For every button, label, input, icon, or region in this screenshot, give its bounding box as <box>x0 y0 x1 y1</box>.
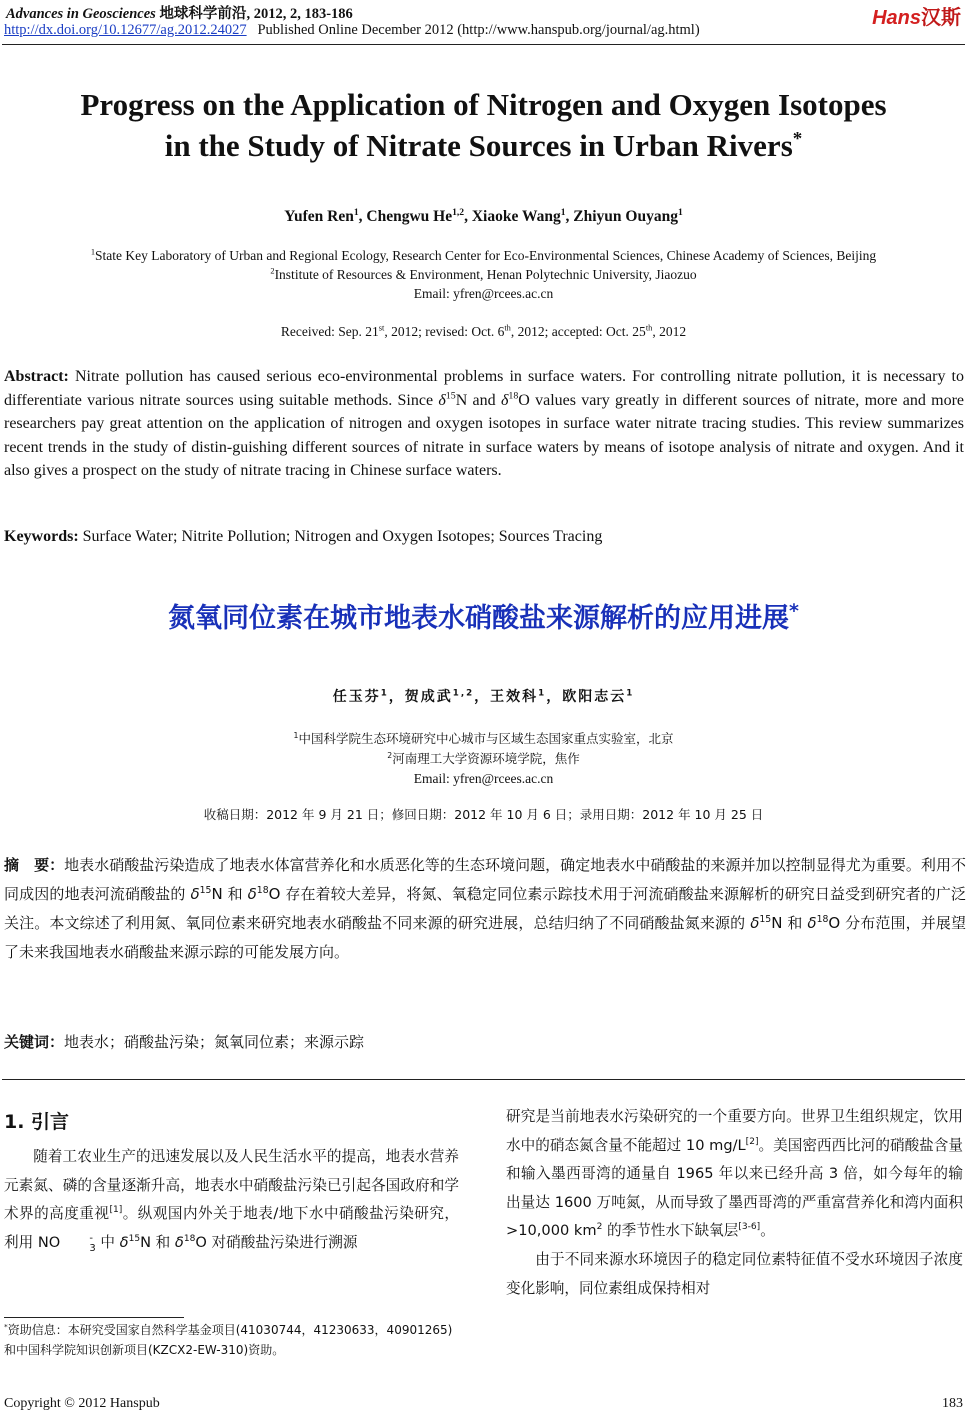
body-column-right <box>506 1103 963 1303</box>
doi-line <box>4 22 700 39</box>
isotope-mass: 18 <box>183 1233 196 1244</box>
isotope-mass: 15 <box>445 390 456 402</box>
title-cn-text: 氮氧同位素在城市地表水硝酸盐来源解析的应用进展 <box>168 603 790 634</box>
isotope-mass: 15 <box>199 885 212 896</box>
keywords-label: 关键词： <box>4 1033 65 1051</box>
author-aff: 1 <box>353 206 359 218</box>
abstract-text: Nitrate pollution has caused serious eco-environmental problems in surface waters. For controlling nitrate pollution, it is necessary to differentiate various nitrate sources using suitable methods. Since <box>4 368 964 409</box>
keywords-label: Keywords: <box>4 528 79 545</box>
charge-sup: - <box>89 1232 94 1244</box>
affiliation-2: Institute of Resources & Environment, Henan Polytechnic University, Jiaozuo <box>274 267 697 282</box>
accepted-date: , 2012; accepted: Oct. 25 <box>510 324 646 339</box>
abstract-text: O values vary greatly in different sources of nitrate, more and more researchers pay great attention on the application of nitrogen and oxygen isotopes in surface water nitrate tracing studies. This review summarizes recent trends in the study of distin-guishing different sources of nitrate in surface waters by means of isotope analysis of nitrate and oxygen. And it also gives a prospect on the study of nitrate tracing in Chinese surface waters. <box>4 391 965 479</box>
body-text: N 和 <box>140 1233 175 1251</box>
delta-symbol: δ <box>174 1233 184 1251</box>
author-aff: 1 <box>677 206 683 218</box>
footnote-mark: * <box>4 1322 8 1331</box>
author-name: Yufen Ren <box>284 208 354 225</box>
abstract-text: N 和 <box>771 914 808 932</box>
footnote <box>4 1320 462 1360</box>
delta-symbol: δ <box>807 914 817 932</box>
abstract-text: 地表水硝酸盐污染造成了地表水体富营养化和水质恶化等的生态环境问题，确定地表水中硝酸盐的来源并加以控制显得尤为重要。利用不同成因的地表河流硝酸盐的 <box>4 856 966 903</box>
isotope-mass: 18 <box>816 914 829 925</box>
affiliation-2: 河南理工大学资源环境学院，焦作 <box>392 751 580 766</box>
author-aff: 1,2 <box>452 688 475 699</box>
aff-number: 1 <box>293 730 299 740</box>
doi-link[interactable]: http://dx.doi.org/10.12677/ag.2012.24027 <box>4 22 247 38</box>
abstract-en <box>4 365 964 483</box>
affiliations-cn <box>0 729 967 789</box>
citation[interactable]: [3-6] <box>738 1222 761 1233</box>
affiliation-1: 中国科学院生态环境研究中心城市与区域生态国家重点实验室，北京 <box>298 731 674 746</box>
title-footnote-mark: * <box>789 600 799 622</box>
author-list-en: Yufen Ren$^1$, Chengwu He$^{1,2}$, Xiaoke Wang$^1$, Zhiyun Ouyang$^1$ <box>284 206 683 225</box>
abstract-text: O 存在着较大差异，将氮、氧稳定同位素示踪技术用于河流硝酸盐来源解析的研究日益受到研究者的广泛关注。本文综述了利用氮、氧同位素来研究地表水硝酸盐不同来源的研究进展，总结归纳了不同硝酸盐氮来源的 <box>4 885 966 932</box>
keywords-text: Surface Water; Nitrite Pollution; Nitrogen and Oxygen Isotopes; Sources Tracing <box>78 528 603 545</box>
section-rule <box>2 1079 965 1080</box>
isotope-mass: 18 <box>256 885 269 896</box>
body-text: 。美国密西西比河的硝酸盐含量和输入墨西哥湾的通量自 1965 年以来已经升高 3 倍，如今每年的输出量达 1600 万吨氮，从而导致了墨西哥湾的严重富营养化和湾内面积>10,000 km <box>506 1136 963 1240</box>
email-cn: Email: yfren@rcees.ac.cn <box>413 771 554 786</box>
abstract-text: N 和 <box>211 885 248 903</box>
unit-exponent: 2 <box>596 1222 603 1233</box>
delta-symbol: δ <box>119 1233 129 1251</box>
title-footnote-mark: * <box>792 128 803 150</box>
copyright: Copyright © 2012 Hanspub <box>4 1396 160 1411</box>
delta-symbol: δ <box>247 885 257 903</box>
abstract-text: O 分布范围，并展望了未来我国地表水硝酸盐来源示踪的可能发展方向。 <box>4 914 967 961</box>
affiliations-en <box>0 246 967 303</box>
author-name: Chengwu He <box>366 208 453 225</box>
author-aff: 1,2 <box>452 206 465 218</box>
author-name: 任玉芬 <box>332 689 381 705</box>
delta-symbol: δ <box>500 391 509 409</box>
journal-name: Advances in Geosciences <box>6 6 156 22</box>
keywords-cn <box>4 1031 364 1052</box>
published-note: Published Online December 2012 (http://www.hanspub.org/journal/ag.html) <box>257 22 700 38</box>
author-aff: 1 <box>626 688 635 699</box>
keywords-text: 地表水；硝酸盐污染；氮氧同位素；来源示踪 <box>64 1033 365 1051</box>
abstract-label: Abstract: <box>4 368 69 385</box>
count-sub: 3 <box>89 1242 96 1254</box>
isotope-mass: 18 <box>508 390 519 402</box>
abstract-cn <box>4 851 966 967</box>
author-name: 欧阳志云 <box>562 689 627 705</box>
logo-latin: Hans <box>872 7 921 29</box>
author-name: Zhiyun Ouyang <box>573 208 678 225</box>
paper-title-en <box>0 84 967 166</box>
page-number: 183 <box>942 1396 963 1411</box>
body-text: 随着工农业生产的迅速发展以及人民生活水平的提高，地表水营养元素氮、磷的含量逐渐升高，地表水中硝酸盐污染已引起各国政府和学术界的高度重视 <box>4 1148 459 1223</box>
revised-date: , 2012; revised: Oct. 6 <box>384 324 505 339</box>
body-text: 中 <box>95 1233 120 1251</box>
logo-cn: 汉斯 <box>921 7 961 29</box>
author-aff: 1 <box>560 206 566 218</box>
abstract-text: N and <box>455 391 501 409</box>
abstract-label: 摘 要： <box>4 856 65 874</box>
body-text: 的季节性水下缺氧层 <box>602 1222 739 1240</box>
journal-name-cn: 地球科学前沿 <box>159 6 247 22</box>
aff-number: 2 <box>387 750 393 760</box>
citation[interactable]: [2] <box>745 1136 759 1147</box>
delta-symbol: δ <box>190 885 200 903</box>
author-list-cn: 任玉芬$^1$，贺成武$^{1,2}$，王效科$^1$，欧阳志云$^1$ <box>332 688 635 705</box>
ordinal: th <box>645 323 653 333</box>
body-text: 。 <box>760 1222 775 1240</box>
affiliation-1: State Key Laboratory of Urban and Regional Ecology, Research Center for Eco-Environmental Sciences, Chinese Academy of Sciences, Beijing <box>95 248 877 263</box>
citation[interactable]: [1] <box>109 1205 123 1216</box>
dates-en <box>0 322 967 341</box>
footnote-rule <box>4 1317 184 1318</box>
body-paragraph-right-2: 由于不同来源水环境因子的稳定同位素特征值不受水环境因子浓度变化影响，同位素组成保持相对 <box>506 1250 963 1297</box>
received-date: Received: Sep. 21 <box>280 324 379 339</box>
body-paragraph-right <box>506 1103 963 1246</box>
hans-logo <box>872 1 961 30</box>
journal-header <box>6 2 353 23</box>
title-line-1: Progress on the Application of Nitrogen and Oxygen Isotopes <box>80 87 887 122</box>
delta-symbol: δ <box>438 391 446 409</box>
body-text: 。纵观国内外关于地表/地下水中硝酸盐污染研究，利用 NO <box>4 1205 459 1251</box>
ordinal: st <box>378 323 385 333</box>
paper-title-cn <box>0 596 967 635</box>
isotope-mass: 15 <box>128 1233 141 1244</box>
no3-indices <box>60 1234 96 1254</box>
journal-issue: , 2012, 2, 183-186 <box>246 6 353 22</box>
author-aff: 1 <box>380 688 389 699</box>
title-line-2: in the Study of Nitrate Sources in Urban Rivers <box>164 128 793 163</box>
delta-symbol: δ <box>750 914 760 932</box>
header-rule <box>2 44 965 45</box>
section-heading: 1. 引言 <box>4 1111 70 1133</box>
keywords-en <box>4 525 964 549</box>
email-en: Email: yfren@rcees.ac.cn <box>413 286 554 301</box>
author-aff: 1 <box>538 688 547 699</box>
body-text: 研究是当前地表水污染研究的一个重要方向。世界卫生组织规定，饮用水中的硝态氮含量不能超过 10 mg/L <box>506 1108 963 1154</box>
isotope-mass: 15 <box>759 914 772 925</box>
aff-number: 1 <box>90 247 96 257</box>
author-name: 贺成武 <box>404 689 453 705</box>
body-paragraph-left <box>4 1143 459 1257</box>
accepted-year: , 2012 <box>652 324 687 339</box>
author-name: 王效科 <box>490 689 539 705</box>
aff-number: 2 <box>270 266 275 276</box>
ordinal: th <box>504 323 511 333</box>
dates-cn: 收稿日期：2012 年 9 月 21 日；修回日期：2012 年 10 月 6 日；录用日期：2012 年 10 月 25 日 <box>203 807 764 822</box>
footnote-text: 资助信息：本研究受国家自然科学基金项目(41030744，41230633，40901265)和中国科学院知识创新项目(KZCX2-EW-310)资助。 <box>4 1323 453 1357</box>
author-name: Xiaoke Wang <box>471 208 561 225</box>
body-text: O 对硝酸盐污染进行溯源 <box>195 1233 358 1251</box>
